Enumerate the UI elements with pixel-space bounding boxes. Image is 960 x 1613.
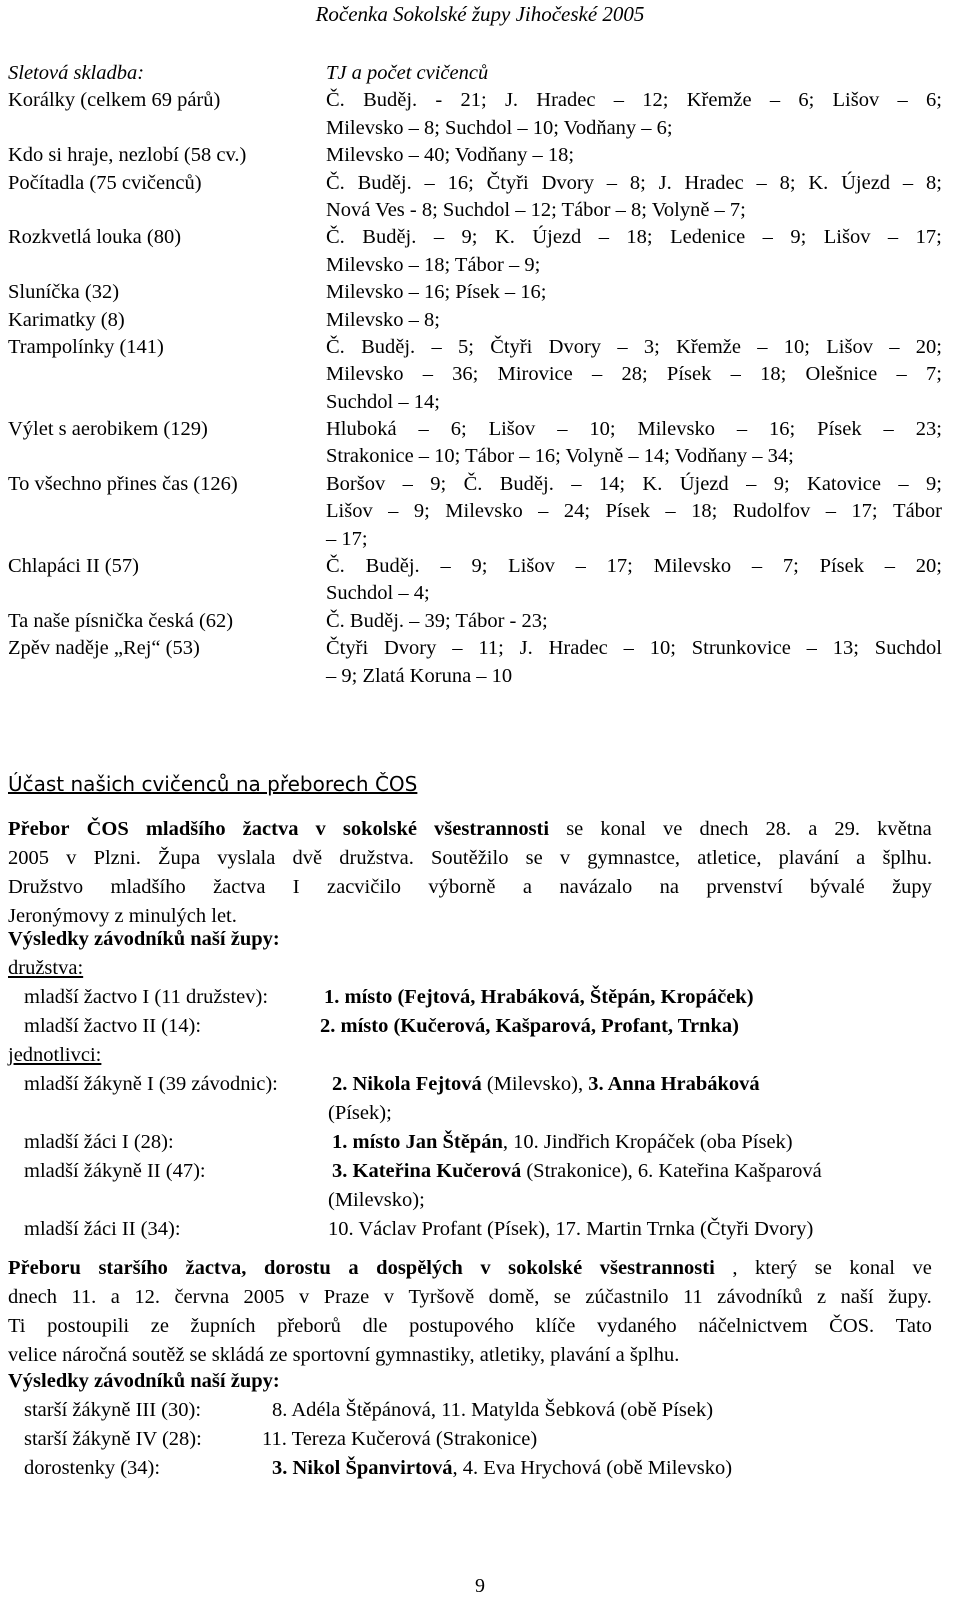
individuals-label: jednotlivci: — [8, 1044, 102, 1066]
composition-name: Korálky (celkem 69 párů) — [8, 89, 221, 112]
composition-units: Čtyři Dvory – 11; J. Hradec – 10; Strunkovice – 13; Suchdol — [326, 637, 942, 660]
sletova-row-line — [8, 170, 942, 197]
sletova-row-line — [8, 635, 942, 662]
composition-name: Karimatky (8) — [8, 308, 125, 331]
composition-units: Milevsko – 36; Mirovice – 28; Písek – 18; Olešnice – 7; — [326, 363, 942, 386]
composition-name: Zpěv naděje „Rej“ (53) — [8, 637, 200, 660]
sletova-row-line — [8, 87, 942, 114]
sletova-row-line — [8, 608, 942, 635]
sletova-row-line — [8, 443, 942, 470]
composition-units: Č. Buděj. – 16; Čtyři Dvory – 8; J. Hradec – 8; K. Újezd – 8; — [326, 171, 942, 194]
res2-2-value: 11. Tereza Kučerová (Strakonice) — [262, 1428, 538, 1450]
composition-units: Milevsko – 16; Písek – 16; — [326, 281, 547, 304]
composition-units: Suchdol – 4; — [326, 582, 430, 605]
sletova-row-line — [8, 252, 942, 279]
team1-label: mladší žactvo I (11 družstev): — [24, 986, 269, 1008]
paragraph-prebor-mladsi: Přebor ČOS mladšího žactva v sokolské všestrannosti se konal ve dnech 28. a 29. května 2005 v Plzni. Župa vyslala dvě družstva. Soutěžilo se v gymnastce, atletice, plavání a šplhu. Družstvo mladšího žactva I zacvičilo výborně a navázalo na prvenství bývalé župy Jeronýmovy z minulých let. — [8, 818, 932, 927]
ind4-label: mladší žáci II (34): — [24, 1218, 181, 1240]
composition-name: Chlapáci II (57) — [8, 555, 139, 578]
composition-name: Sluníčka (32) — [8, 281, 120, 304]
sletova-head-right: TJ a počet cvičenců — [326, 62, 489, 84]
sletova-row-line — [8, 224, 942, 251]
sletova-head-left: Sletová skladba: — [8, 62, 145, 84]
composition-name: Ta naše písnička česká (62) — [8, 609, 234, 632]
sletova-row-line — [8, 142, 942, 169]
sletova-head — [8, 60, 942, 87]
composition-units: Suchdol – 14; — [326, 390, 440, 413]
composition-units: Č. Buděj. – 9; K. Újezd – 18; Ledenice – 9; Lišov – 17; — [326, 226, 942, 249]
sletova-row-line — [8, 197, 942, 224]
ind3-cont: (Milevsko); — [328, 1189, 425, 1211]
sletova-row-line — [8, 389, 942, 416]
composition-name: Kdo si hraje, nezlobí (58 cv.) — [8, 144, 247, 167]
composition-units: Boršov – 9; Č. Buděj. – 14; K. Újezd – 9; Katovice – 9; — [326, 472, 942, 495]
ind4-value: 10. Václav Profant (Písek), 17. Martin Trnka (Čtyři Dvory) — [328, 1218, 814, 1240]
sletova-row-line — [8, 416, 942, 443]
sletova-row-line — [8, 663, 942, 690]
composition-name: Výlet s aerobikem (129) — [8, 418, 208, 441]
composition-units: Nová Ves - 8; Suchdol – 12; Tábor – 8; Volyně – 7; — [326, 198, 746, 221]
composition-name: Rozkvetlá louka (80) — [8, 226, 182, 249]
composition-units: Č. Buděj. – 9; Lišov – 17; Milevsko – 7; Písek – 20; — [326, 555, 942, 578]
composition-units: Hluboká – 6; Lišov – 10; Milevsko – 16; Písek – 23; — [326, 418, 942, 441]
results1-heading: Výsledky závodníků naší župy: — [8, 928, 280, 950]
team1-value: 1. místo (Fejtová, Hrabáková, Štěpán, Kropáček) — [324, 986, 754, 1008]
ind3-value: 3. Kateřina Kučerová (Strakonice), 6. Kateřina Kašparová — [332, 1160, 822, 1182]
sletova-row-line — [8, 361, 942, 388]
team2-value: 2. místo (Kučerová, Kašparová, Profant, Trnka) — [320, 1015, 739, 1037]
composition-name: Trampolínky (141) — [8, 335, 164, 358]
ind2-value: 1. místo Jan Štěpán, 10. Jindřich Kropáček (oba Písek) — [332, 1131, 793, 1153]
ind1-cont: (Písek); — [328, 1102, 392, 1124]
ind3-label: mladší žákyně II (47): — [24, 1160, 206, 1182]
composition-units: Č. Buděj. - 21; J. Hradec – 12; Křemže – 6; Lišov – 6; — [326, 89, 942, 112]
composition-units: – 9; Zlatá Koruna – 10 — [326, 664, 513, 687]
sletova-row-line — [8, 553, 942, 580]
sletova-row-line — [8, 334, 942, 361]
teams-label: družstva: — [8, 957, 84, 979]
sletova-row-line — [8, 526, 942, 553]
res2-1-value: 8. Adéla Štěpánová, 11. Matylda Šebková (obě Písek) — [272, 1399, 714, 1421]
team2-label: mladší žactvo II (14): — [24, 1015, 202, 1037]
composition-units: Milevsko – 8; Suchdol – 10; Vodňany – 6; — [326, 116, 673, 139]
ind1-value: 2. Nikola Fejtová (Milevsko), 3. Anna Hrabáková — [332, 1073, 760, 1095]
sletova-row-line — [8, 471, 942, 498]
sletova-table — [8, 60, 942, 690]
res2-3-value: 3. Nikol Španvirtová, 4. Eva Hrychová (obě Milevsko) — [272, 1457, 733, 1479]
composition-units: Strakonice – 10; Tábor – 16; Volyně – 14; Vodňany – 34; — [326, 445, 794, 468]
sletova-row-line — [8, 580, 942, 607]
results2-heading: Výsledky závodníků naší župy: — [8, 1370, 280, 1392]
ind2-label: mladší žáci I (28): — [24, 1131, 174, 1153]
composition-name: To všechno přines čas (126) — [8, 472, 238, 495]
composition-units: Lišov – 9; Milevsko – 24; Písek – 18; Rudolfov – 17; Tábor — [326, 500, 942, 523]
sletova-row-line — [8, 307, 942, 334]
sletova-row-line — [8, 279, 942, 306]
composition-units: Milevsko – 40; Vodňany – 18; — [326, 144, 575, 167]
section-title: Účast našich cvičenců na přeborech ČOS — [8, 772, 418, 796]
composition-units: Č. Buděj. – 39; Tábor - 23; — [326, 609, 548, 632]
composition-units: – 17; — [326, 527, 368, 550]
composition-units: Milevsko – 8; — [326, 308, 440, 331]
paragraph-prebor-starsi: Přeboru staršího žactva, dorostu a dospělých v sokolské všestrannosti , který se konal ve dnech 11. a 12. června 2005 v Praze v Tyršově domě, se zúčastnilo 11 závodníků z naší župy. Ti postoupili ze župních přeborů dle postupového klíče vydaného náčelnictvem ČOS. Tato velice náročná soutěž se skládá ze sportovní gymnastiky, atletiky, plavání a šplhu. — [8, 1257, 932, 1366]
composition-units: Milevsko – 18; Tábor – 9; — [326, 253, 541, 276]
res2-2-label: starší žákyně IV (28): — [24, 1428, 202, 1450]
page-number: 9 — [475, 1575, 485, 1597]
composition-units: Č. Buděj. – 5; Čtyři Dvory – 3; Křemže – 10; Lišov – 20; — [326, 335, 942, 358]
res2-1-label: starší žákyně III (30): — [24, 1399, 202, 1421]
ind1-label: mladší žákyně I (39 závodnic): — [24, 1073, 278, 1095]
composition-name: Počítadla (75 cvičenců) — [8, 171, 202, 194]
sletova-row-line — [8, 115, 942, 142]
page-header: Ročenka Sokolské župy Jihočeské 2005 — [315, 2, 645, 26]
res2-3-label: dorostenky (34): — [24, 1457, 161, 1479]
sletova-row-line — [8, 498, 942, 525]
